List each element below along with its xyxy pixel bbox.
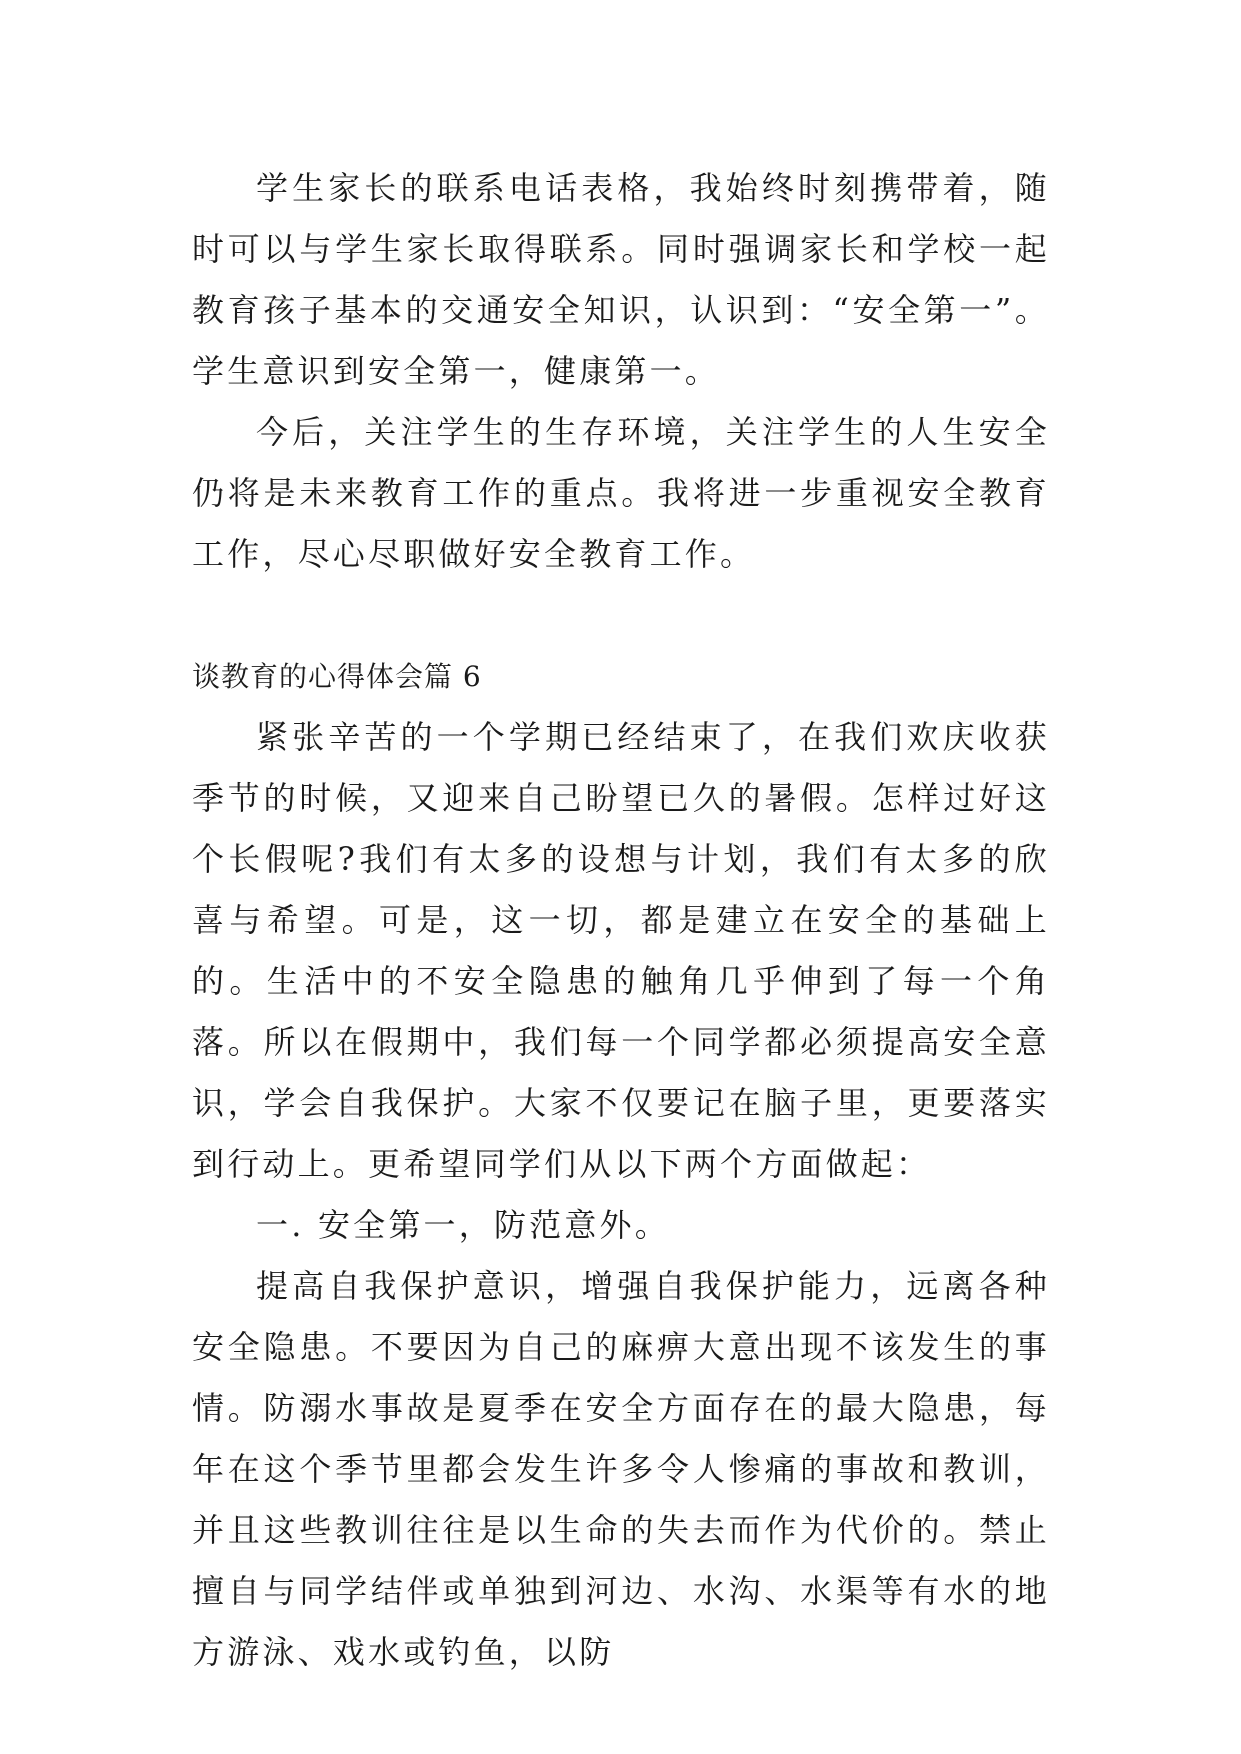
- body-paragraph: 紧张辛苦的一个学期已经结束了，在我们欢庆收获季节的时候，又迎来自己盼望已久的暑假。怎样过好这个长假呢?我们有太多的设想与计划，我们有太多的欣喜与希望。可是，这一切，都是建立在安全的基础上的。生活中的不安全隐患的触角几乎伸到了每一个角落。所以在假期中，我们每一个同学都必须提高安全意识，学会自我保护。大家不仅要记在脑子里，更要落实到行动上。更希望同学们从以下两个方面做起：: [192, 718, 1050, 1183]
- section-title: 谈教育的心得体会篇 6: [192, 660, 482, 693]
- body-paragraph: 今后，关注学生的生存环境，关注学生的人生安全仍将是未来教育工作的重点。我将进一步重视安全教育工作，尽心尽职做好安全教育工作。: [192, 413, 1050, 573]
- section-spacer: [192, 585, 1050, 646]
- list-heading: 一. 安全第一，防范意外。: [256, 1206, 670, 1244]
- body-paragraph: 学生家长的联系电话表格，我始终时刻携带着，随时可以与学生家长取得联系。同时强调家长和学校一起教育孩子基本的交通安全知识，认识到：“安全第一”。学生意识到安全第一，健康第一。: [192, 169, 1050, 390]
- body-paragraph: 提高自我保护意识，增强自我保护能力，远离各种安全隐患。不要因为自己的麻痹大意出现不该发生的事情。防溺水事故是夏季在安全方面存在的最大隐患，每年在这个季节里都会发生许多令人惨痛的事故和教训，并且这些教训往往是以生命的失去而作为代价的。禁止擅自与同学结伴或单独到河边、水沟、水渠等有水的地方游泳、戏水或钓鱼，以防: [192, 1267, 1050, 1671]
- document-page: [192, 158, 1050, 1683]
